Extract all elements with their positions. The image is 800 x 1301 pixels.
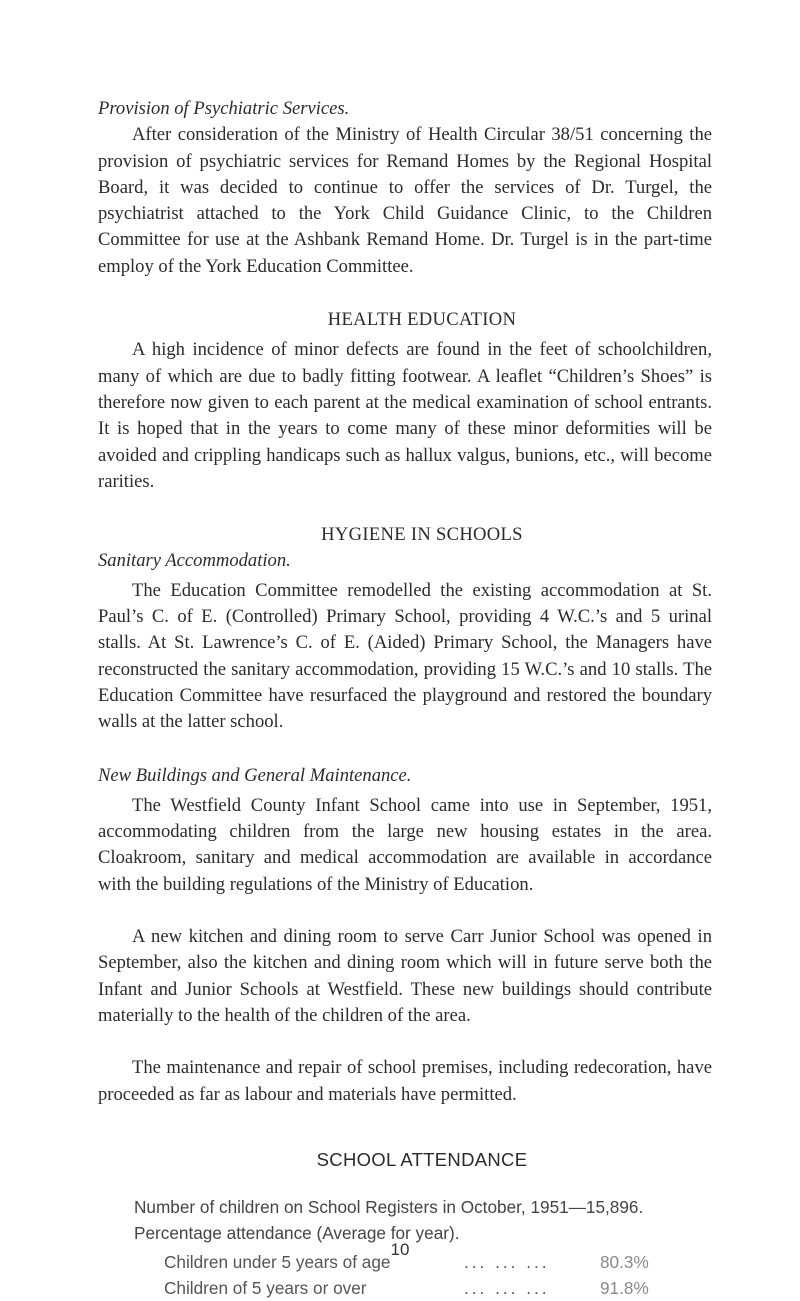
- attendance-row-value: 80.3%: [600, 1252, 649, 1273]
- percentage-line: Percentage attendance (Average for year).: [134, 1222, 460, 1243]
- page-number: 10: [390, 1240, 410, 1259]
- leader-dots: ... ... ...: [464, 1252, 550, 1273]
- maintenance-paragraph: The maintenance and repair of school premises, including redecoration, have proceeded as far as labour and materials have permitted.: [98, 1057, 712, 1105]
- attendance-row-5-and-over: [98, 1276, 712, 1301]
- westfield-paragraph: The Westfield County Infant School came into use in September, 1951, accommodating children from the large new housing estates in the area. Cloakroom, sanitary and medical accommodation are available in accordance with the building regulations of the Ministry of Education.: [98, 794, 712, 895]
- psychiatric-heading: Provision of Psychiatric Services.: [98, 98, 350, 119]
- document-page: [98, 96, 712, 1301]
- registers-line: Number of children on School Registers in October, 1951—15,896.: [134, 1197, 644, 1218]
- psychiatric-paragraph: After consideration of the Ministry of Health Circular 38/51 concerning the provision of psychiatric services for Remand Homes by the Regional Hospital Board, it was decided to continue to offer the services of Dr. Turgel, the psychiatrist attached to the York Child Guidance Clinic, to the Children Committee for use at the Ashbank Remand Home. Dr. Turgel is in the part-time employ of the York Education Committee.: [98, 124, 712, 277]
- hygiene-heading: HYGIENE IN SCHOOLS: [321, 524, 523, 546]
- hygiene-paragraph: The Education Committee remodelled the existing accommodation at St. Paul’s C. of E. (Controlled) Primary School, providing 4 W.C.’s and 5 urinal stalls. At St. Lawrence’s C. of E. (Aided) Primary School, the Managers have reconstructed the sanitary accommodation, providing 15 W.C.’s and 10 stalls. The Education Committee have resurfaced the playground and restored the boundary walls at the latter school.: [98, 579, 712, 733]
- kitchen-paragraph: A new kitchen and dining room to serve Carr Junior School was opened in September, also the kitchen and dining room which will in future serve both the Infant and Junior Schools at Westfield. These new buildings should contribute materially to the health of the children of the area.: [98, 926, 712, 1026]
- attendance-row-value: 91.8%: [600, 1277, 649, 1298]
- health-education-heading: HEALTH EDUCATION: [327, 309, 517, 331]
- attendance-heading: SCHOOL ATTENDANCE: [316, 1148, 528, 1170]
- health-education-paragraph: A high incidence of minor defects are found in the feet of schoolchildren, many of which are due to badly fitting footwear. A leaflet “Children’s Shoes” is therefore now given to each parent at the medical examination of school entrants. It is hoped that in the years to come many of these minor deformities will be avoided and crippling handicaps such as hallux valgus, bunions, etc., will become rarities.: [98, 339, 712, 492]
- attendance-row-label: Children of 5 years or over: [164, 1277, 367, 1298]
- leader-dots: ... ... ...: [464, 1277, 550, 1298]
- sanitary-accommodation-heading: Sanitary Accommodation.: [98, 550, 291, 572]
- new-buildings-heading: New Buildings and General Maintenance.: [98, 764, 412, 786]
- attendance-row-label: Children under 5 years of age: [164, 1252, 391, 1273]
